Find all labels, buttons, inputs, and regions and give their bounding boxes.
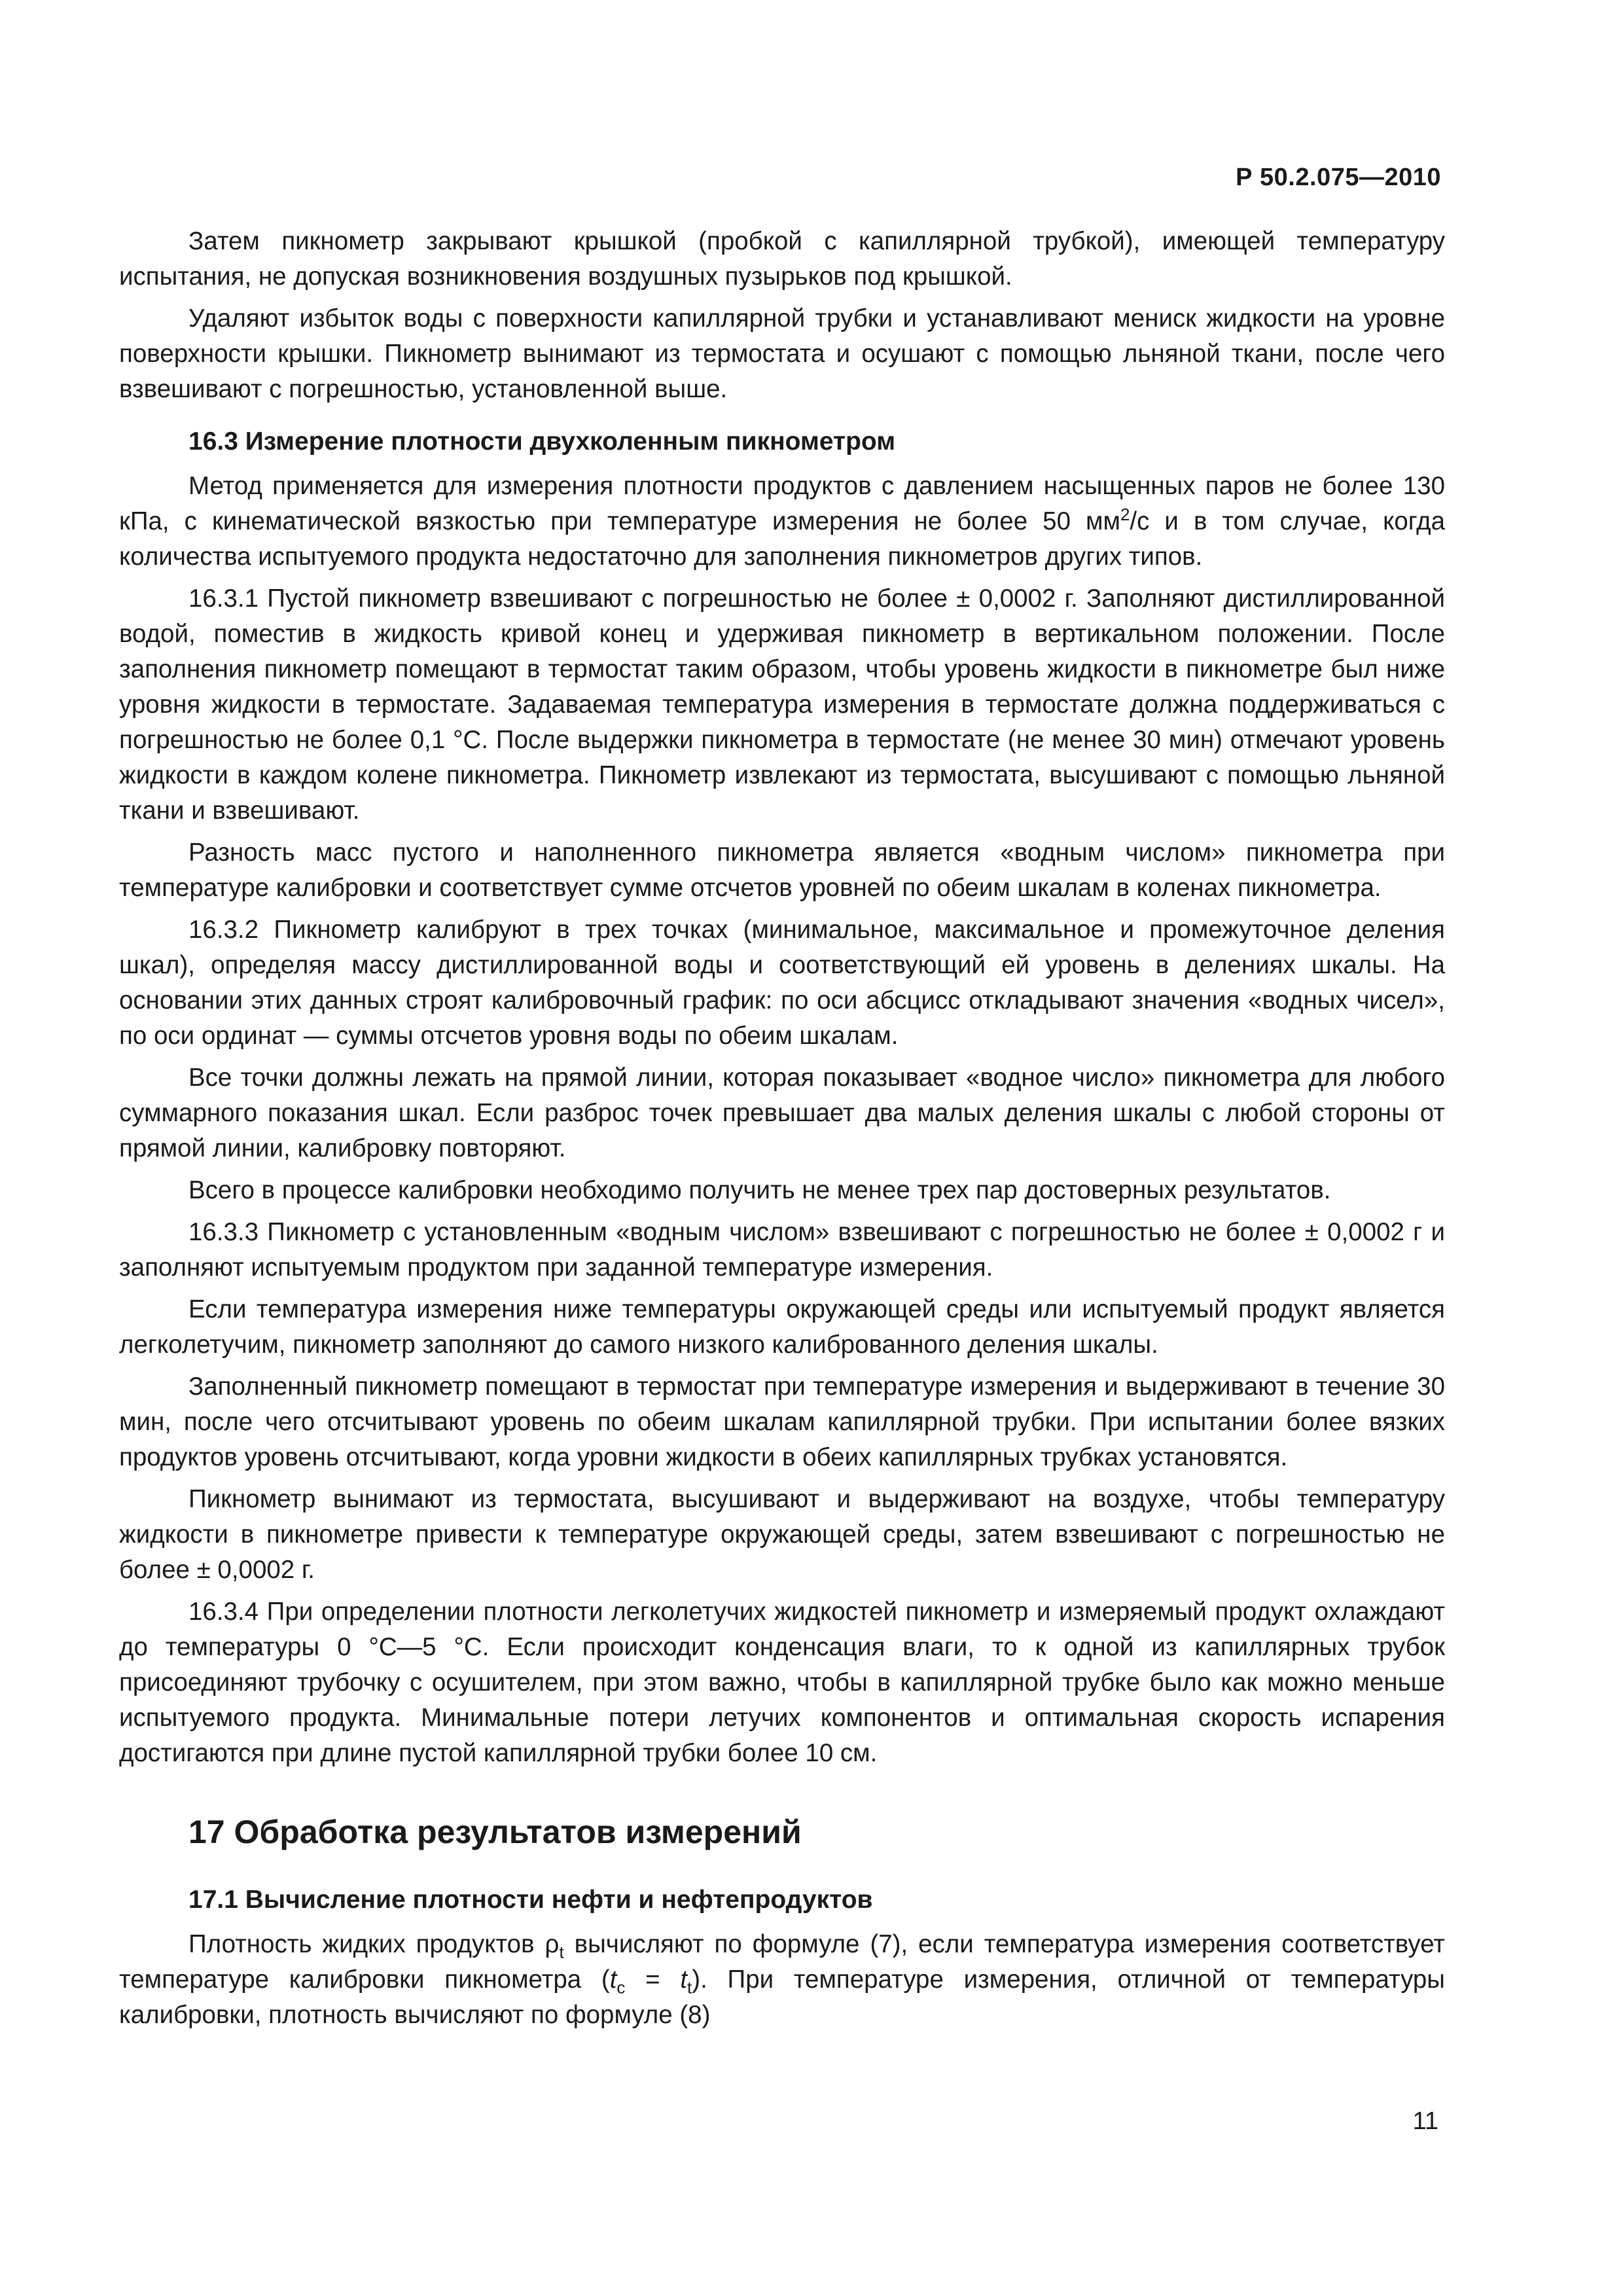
paragraph-16-3-4: 16.3.4 При определении плотности легколетучих жидкостей пикнометр и измеряемый продукт охлаждают до температуры 0 °С—5 °С. Если происходит конденсация влаги, то к одной из капиллярных трубок присоединяют трубочку с осушителем, при этом важно, чтобы в капиллярной трубке было как можно меньше испытуемого продукта. Минимальные потери летучих компонентов и оптимальная скорость испарения достигаются при длине пустой капиллярной трубки более 10 см. <box>119 1598 1445 1767</box>
text-run: Метод применяется для измерения плотности продуктов с давлением насыщенных паров не более 130 кПа, с кинематической вязкостью при температуре измерения не более 50 мм <box>119 472 1445 535</box>
text-run: ). При температуре измерения, отличной от температуры калибровки, плотность вычисляют по формуле (8) <box>119 1965 1445 2029</box>
subsection-heading-17-1: 17.1 Вычисление плотности нефти и нефтепродуктов <box>188 1886 873 1914</box>
math-variable: t <box>680 1965 688 1994</box>
page-number: 11 <box>1412 2108 1438 2135</box>
page-body <box>119 224 1445 2039</box>
paragraph: Если температура измерения ниже температуры окружающей среды или испытуемый продукт является легколетучим, пикнометр заполняют до самого низкого калиброванного деления шкалы. <box>119 1295 1445 1359</box>
paragraph: Всего в процессе калибровки необходимо получить не менее трех пар достоверных результатов. <box>188 1176 1331 1204</box>
paragraph: Пикнометр вынимают из термостата, высушивают и выдерживают на воздухе, чтобы температуру жидкости в пикнометре привести к температуре окружающей среды, затем взвешивают с погрешностью не более ± 0,0002 г. <box>119 1485 1445 1584</box>
subscript: c <box>616 1977 626 1998</box>
paragraph: Разность масс пустого и наполненного пикнометра является «водным числом» пикнометра при температуре калибровки и соответствует сумме отсчетов уровней по обеим шкалам в коленах пикнометра. <box>119 838 1445 902</box>
text-run: вычисляют по формуле (7), если температура измерения соответствует температуре калибровки пикнометра ( <box>119 1930 1445 1994</box>
paragraph-density-formula <box>119 1927 1445 2033</box>
paragraph-16-3-1: 16.3.1 Пустой пикнометр взвешивают с погрешностью не более ± 0,0002 г. Заполняют дистиллированной водой, поместив в жидкость кривой конец и удерживая пикнометр в вертикальном положении. После заполнения пикнометр помещают в термостат таким образом, чтобы уровень жидкости в пикнометре был ниже уровня жидкости в термостате. Задаваемая температура измерения в термостате должна поддерживаться с погрешностью не более 0,1 °С. После выдержки пикнометра в термостате (не менее 30 мин) отмечают уровень жидкости в каждом колене пикнометра. Пикнометр извлекают из термостата, высушивают с помощью льняной ткани и взвешивают. <box>119 584 1445 825</box>
math-variable: t <box>609 1965 617 1994</box>
document-code: Р 50.2.075—2010 <box>1236 164 1441 191</box>
section-heading-17: 17 Обработка результатов измерений <box>188 1814 802 1850</box>
text-run: /с и в том случае, когда количества испытуемого продукта недостаточно для заполнения пикнометров других типов. <box>119 507 1445 571</box>
subscript: t <box>687 1977 692 1998</box>
superscript: 2 <box>1120 505 1130 525</box>
text-run: = <box>625 1965 681 1994</box>
paragraph-16-3-3: 16.3.3 Пикнометр с установленным «водным числом» взвешивают с погрешностью не более ± 0,0002 г и заполняют испытуемым продуктом при заданной температуре измерения. <box>119 1218 1445 1282</box>
paragraph: Затем пикнометр закрывают крышкой (пробкой с капиллярной трубкой), имеющей температуру испытания, не допуская возникновения воздушных пузырьков под крышкой. <box>119 227 1445 291</box>
paragraph-16-3-2: 16.3.2 Пикнометр калибруют в трех точках (минимальное, максимальное и промежуточное деления шкал), определяя массу дистиллированной воды и соответствующий ей уровень в делениях шкалы. На основании этих данных строят калибровочный график: по оси абсцисс откладывают значения «водных чисел», по оси ординат — суммы отсчетов уровня воды по обеим шкалам. <box>119 916 1445 1050</box>
paragraph: Все точки должны лежать на прямой линии, которая показывает «водное число» пикнометра для любого суммарного показания шкал. Если разброс точек превышает два малых деления шкалы с любой стороны от прямой линии, калибровку повторяют. <box>119 1064 1445 1162</box>
text-run: Плотность жидких продуктов ρ <box>188 1930 560 1958</box>
paragraph: Заполненный пикнометр помещают в термостат при температуре измерения и выдерживают в течение 30 мин, после чего отсчитывают уровень по обеим шкалам капиллярной трубки. При испытании более вязких продуктов уровень отсчитывают, когда уровни жидкости в обеих капиллярных трубках установятся. <box>119 1372 1445 1471</box>
paragraph-method-intro <box>119 469 1445 575</box>
subscript: t <box>559 1942 564 1962</box>
subsection-heading-16-3: 16.3 Измерение плотности двухколенным пикнометром <box>188 427 896 456</box>
paragraph: Удаляют избыток воды с поверхности капиллярной трубки и устанавливают мениск жидкости на уровне поверхности крышки. Пикнометр вынимают из термостата и осушают с помощью льняной ткани, после чего взвешивают с погрешностью, установленной выше. <box>119 304 1445 403</box>
